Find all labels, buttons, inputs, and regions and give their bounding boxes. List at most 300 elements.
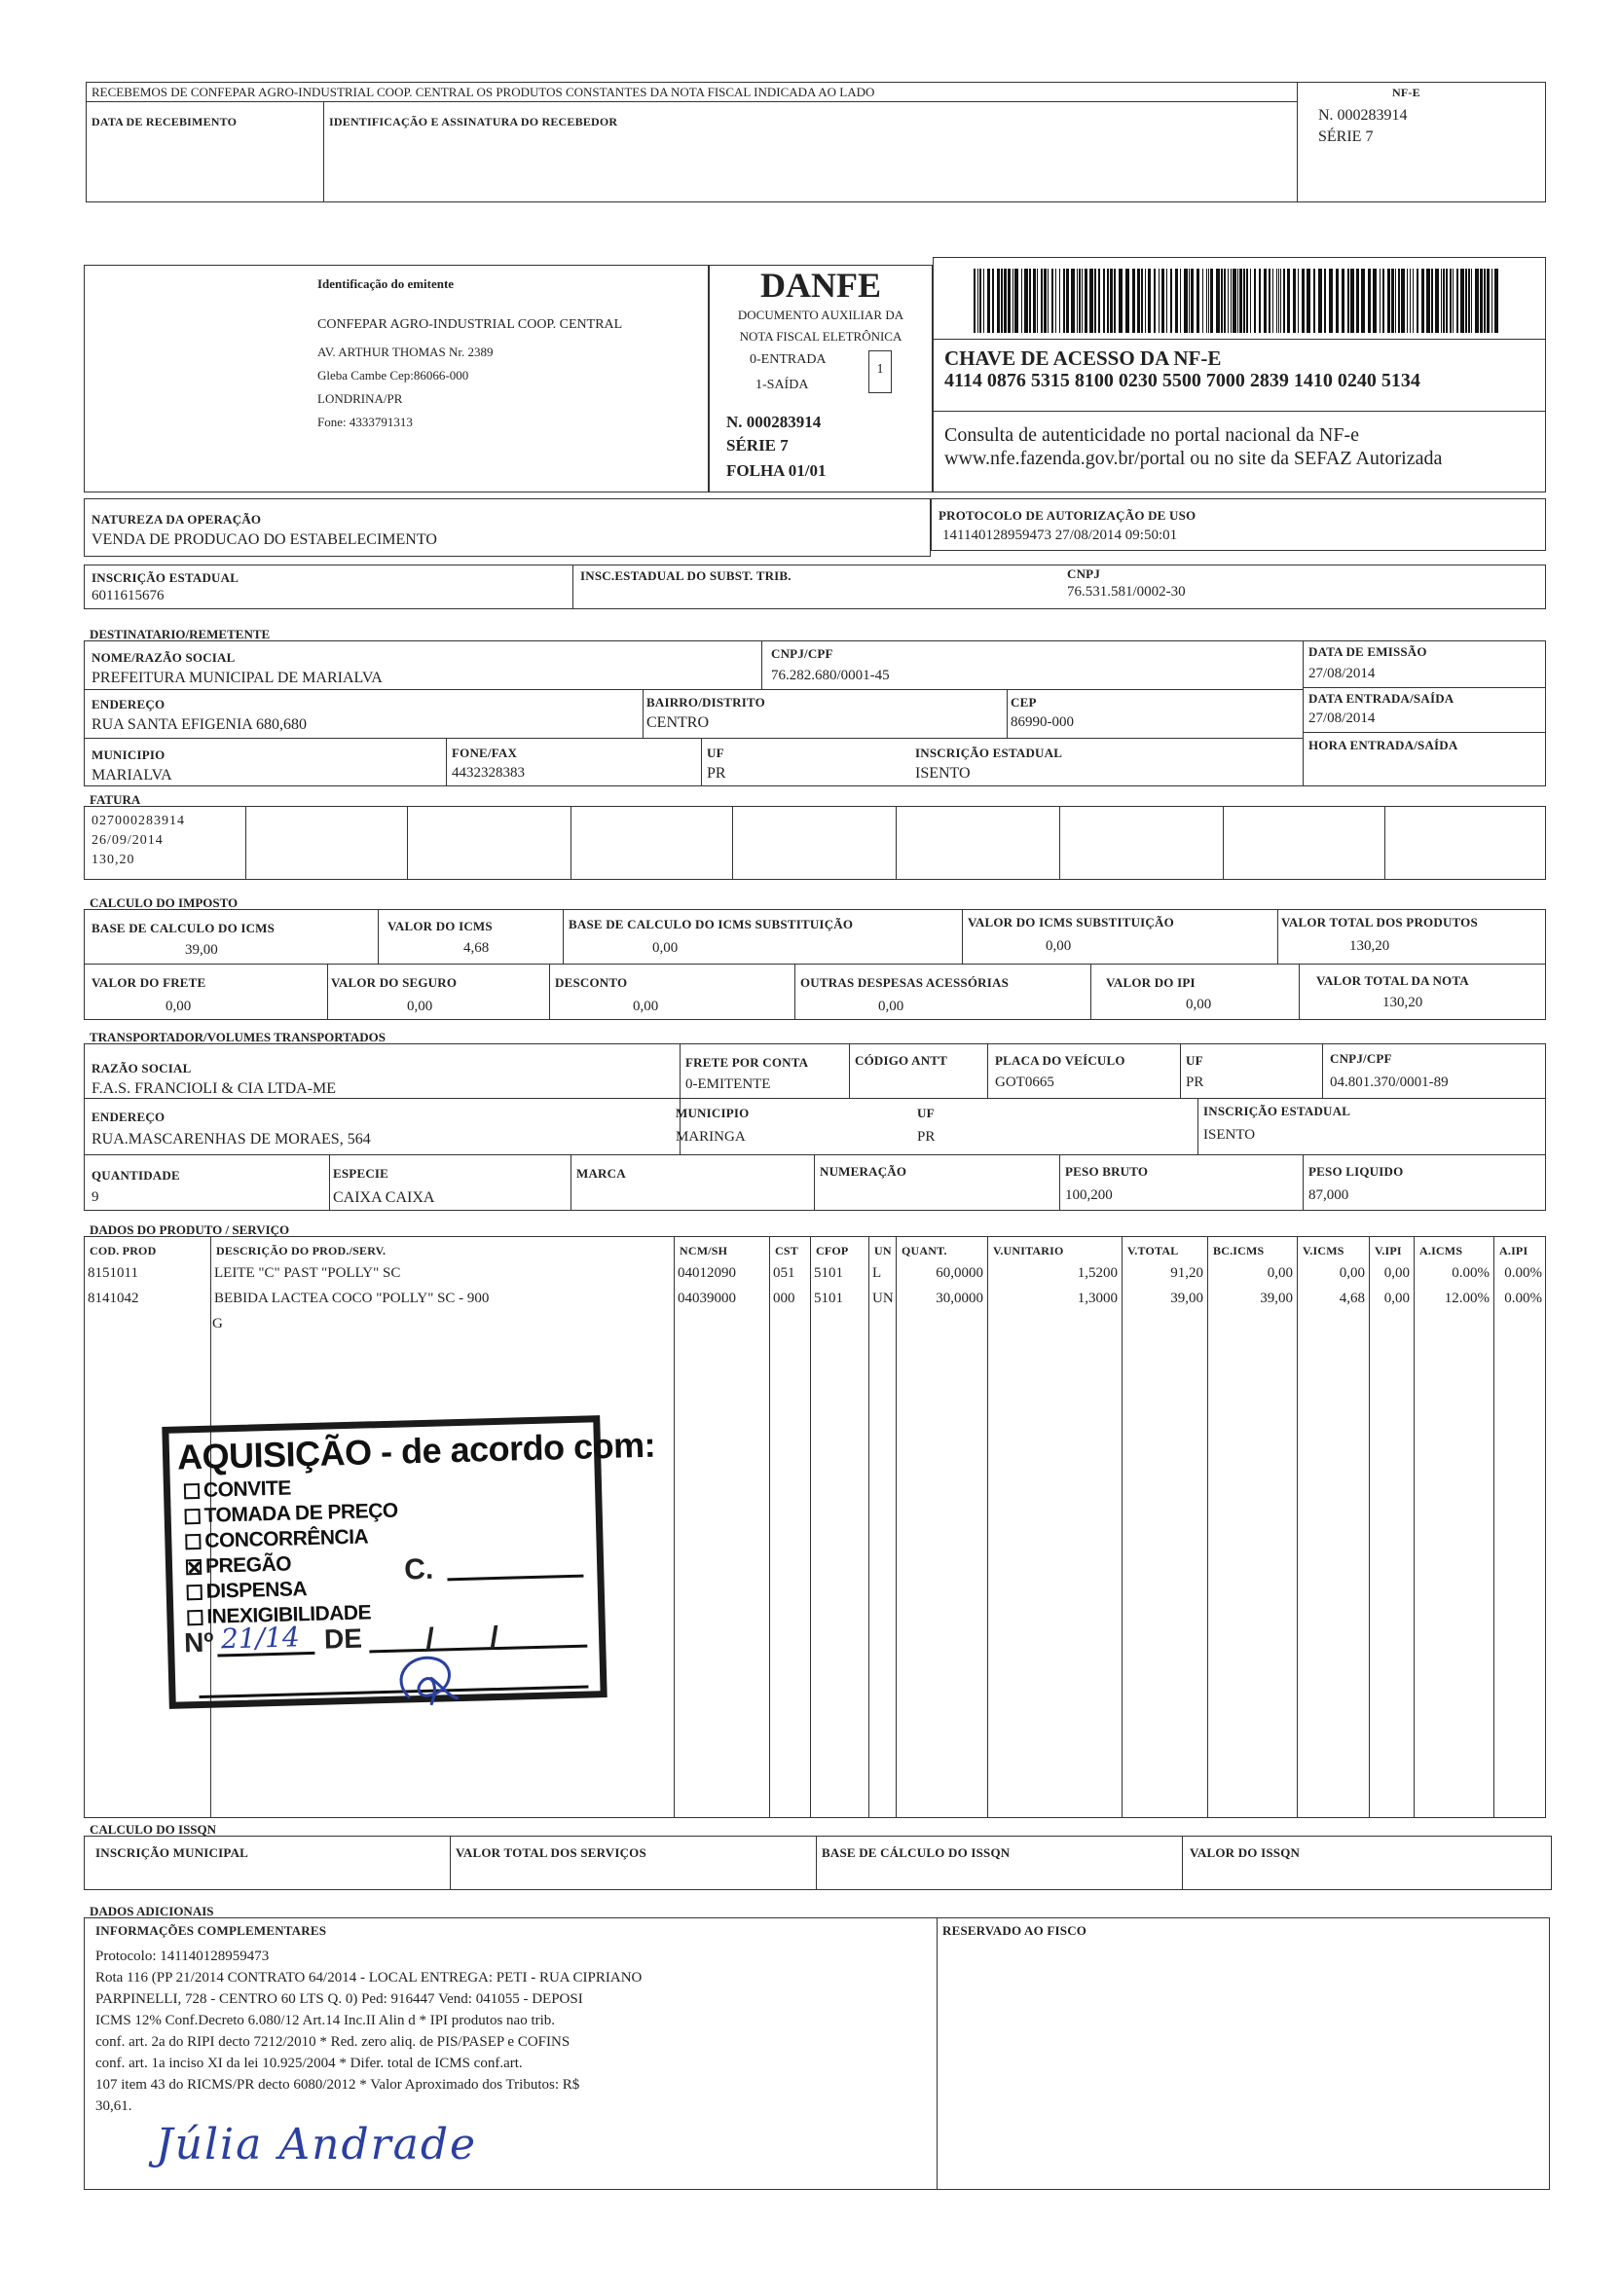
consult-line-1: Consulta de autenticidade no portal nacional da NF-e bbox=[944, 424, 1359, 446]
stamp-checkbox bbox=[184, 1509, 200, 1524]
recipient-cnpj: 76.282.680/0001-45 bbox=[771, 668, 890, 683]
receipt-date-label: DATA DE RECEBIMENTO bbox=[92, 115, 238, 128]
tax-total-products-label: VALOR TOTAL DOS PRODUTOS bbox=[1281, 915, 1478, 929]
stamp-option-label: CONCORRÊNCIA bbox=[204, 1525, 369, 1552]
barcode-bar bbox=[1103, 269, 1105, 333]
consult-line-2: www.nfe.fazenda.gov.br/portal ou no site da SEFAZ Autorizada bbox=[944, 448, 1443, 469]
barcode-bar bbox=[1391, 269, 1394, 333]
transport-freight: 0-EMITENTE bbox=[685, 1076, 771, 1092]
transport-numbering-label: NUMERAÇÃO bbox=[820, 1164, 907, 1179]
stamp-checkbox bbox=[184, 1483, 200, 1499]
barcode-bar bbox=[1202, 269, 1203, 333]
additional-v1 bbox=[937, 1917, 938, 2190]
transport-v4 bbox=[1180, 1043, 1181, 1098]
product-cell: 39,00 bbox=[1170, 1291, 1203, 1306]
product-cell: BEBIDA LACTEA COCO "POLLY" SC - 900 bbox=[214, 1291, 490, 1306]
tax-ipi-label: VALOR DO IPI bbox=[1106, 975, 1196, 990]
barcode-bar bbox=[1170, 269, 1172, 333]
issqn-v2 bbox=[816, 1836, 817, 1890]
emitter-city: LONDRINA/PR bbox=[317, 391, 403, 406]
barcode-bar bbox=[1329, 269, 1333, 333]
issqn-im-label: INSCRIÇÃO MUNICIPAL bbox=[95, 1845, 249, 1860]
receipt-nfe-label: NF-E bbox=[1392, 86, 1420, 99]
barcode-bar bbox=[1063, 269, 1065, 333]
stamp-c-line bbox=[447, 1575, 583, 1582]
product-header: QUANT. bbox=[902, 1244, 947, 1257]
additional-info-line: conf. art. 2a do RIPI decto 7212/2010 * Red. zero aliq. de PIS/PASEP e COFINS bbox=[95, 2034, 571, 2050]
barcode-bar bbox=[1441, 269, 1442, 333]
issqn-section: CALCULO DO ISSQN bbox=[90, 1822, 217, 1837]
product-cell: 1,3000 bbox=[1077, 1291, 1118, 1306]
tax-v2 bbox=[563, 909, 564, 964]
tax-v8 bbox=[1090, 964, 1091, 1020]
barcode-bar bbox=[1293, 269, 1296, 333]
tax-icms-st-label: VALOR DO ICMS SUBSTITUIÇÃO bbox=[968, 915, 1174, 929]
invoice-cell-divider bbox=[896, 806, 897, 880]
invoice-cell-divider bbox=[1223, 806, 1224, 880]
barcode-bar bbox=[1239, 269, 1242, 333]
tax-ipi: 0,00 bbox=[1186, 997, 1212, 1012]
barcode-bar bbox=[1224, 269, 1226, 333]
ie-row-div bbox=[572, 565, 573, 609]
barcode-bar bbox=[1283, 269, 1285, 333]
invoice-line-1: 027000283914 bbox=[92, 814, 185, 828]
recipient-address: RUA SANTA EFIGENIA 680,680 bbox=[92, 716, 307, 733]
invoice-line-3: 130,20 bbox=[92, 853, 135, 867]
barcode-bar bbox=[1051, 269, 1053, 333]
danfe-subtitle-1: DOCUMENTO AUXILIAR DA bbox=[737, 308, 904, 322]
barcode-bar bbox=[1421, 269, 1424, 333]
product-cell: 04039000 bbox=[678, 1291, 736, 1306]
transport-plate-label: PLACA DO VEÍCULO bbox=[995, 1053, 1125, 1068]
danfe-saida: 1-SAÍDA bbox=[755, 378, 809, 392]
transport-h1 bbox=[84, 1098, 1546, 1099]
transport-species-label: ESPECIE bbox=[333, 1166, 389, 1181]
barcode-bar bbox=[1373, 269, 1377, 333]
barcode-bar bbox=[1450, 269, 1452, 333]
barcode-bar bbox=[1456, 269, 1458, 333]
transport-brand-label: MARCA bbox=[576, 1166, 626, 1181]
additional-info-line: PARPINELLI, 728 - CENTRO 60 LTS Q. 0) Ped: 916447 Vend: 041055 - DEPOSI bbox=[95, 1991, 583, 2007]
barcode-bar bbox=[1037, 269, 1038, 333]
invoice-cell-divider bbox=[1059, 806, 1060, 880]
acquisition-stamp bbox=[162, 1415, 656, 1709]
access-key: 4114 0876 5315 8100 0230 5500 7000 2839 1410 0240 5134 bbox=[944, 370, 1420, 391]
invoice-box bbox=[84, 806, 1546, 880]
additional-info-line: Protocolo: 141140128959473 bbox=[95, 1949, 270, 1964]
product-header: BC.ICMS bbox=[1213, 1244, 1265, 1257]
stamp-slash-1: / bbox=[424, 1621, 435, 1657]
product-cell: 30,0000 bbox=[936, 1291, 983, 1306]
emitter-district: Gleba Cambe Cep:86066-000 bbox=[317, 368, 469, 383]
product-column-divider bbox=[1414, 1236, 1415, 1818]
barcode-bar bbox=[1048, 269, 1049, 333]
product-header: CST bbox=[775, 1244, 798, 1257]
recipient-district-label: BAIRRO/DISTRITO bbox=[646, 695, 765, 710]
barcode-bar bbox=[1398, 269, 1400, 333]
barcode-bar bbox=[1066, 269, 1069, 333]
tax-v6 bbox=[549, 964, 550, 1020]
barcode-bar bbox=[1029, 269, 1031, 333]
barcode-bar bbox=[1180, 269, 1181, 333]
transport-address-label: ENDEREÇO bbox=[92, 1110, 166, 1124]
access-key-label: CHAVE DE ACESSO DA NF-E bbox=[944, 346, 1222, 370]
product-column-divider bbox=[674, 1236, 675, 1818]
invoice-cell-divider bbox=[732, 806, 733, 880]
tax-total-products: 130,20 bbox=[1349, 938, 1390, 954]
issqn-services-label: VALOR TOTAL DOS SERVIÇOS bbox=[456, 1845, 646, 1860]
product-column-divider bbox=[1369, 1236, 1370, 1818]
barcode-bar bbox=[1228, 269, 1229, 333]
recipient-vright bbox=[1303, 640, 1304, 786]
tax-v7 bbox=[794, 964, 795, 1020]
invoice-cell-divider bbox=[407, 806, 408, 880]
barcode-bar bbox=[1161, 269, 1164, 333]
barcode-bar bbox=[1107, 269, 1109, 333]
barcode-bar bbox=[1468, 269, 1470, 333]
protocol-label: PROTOCOLO DE AUTORIZAÇÃO DE USO bbox=[939, 508, 1197, 523]
recipient-section: DESTINATARIO/REMETENTE bbox=[90, 627, 271, 641]
barcode-bar bbox=[1336, 269, 1339, 333]
stamp-initials bbox=[379, 1648, 478, 1711]
additional-info-line: ICMS 12% Conf.Decreto 6.080/12 Art.14 Inc.II Alin d * IPI produtos nao trib. bbox=[95, 2013, 556, 2028]
product-cell: 1,5200 bbox=[1077, 1265, 1118, 1281]
barcode-bar bbox=[983, 269, 984, 333]
barcode-bar bbox=[1302, 269, 1305, 333]
product-cell: 91,20 bbox=[1170, 1265, 1203, 1281]
recipient-v4 bbox=[446, 738, 447, 786]
tax-discount: 0,00 bbox=[633, 999, 659, 1014]
barcode-bar bbox=[1216, 269, 1220, 333]
product-header: V.IPI bbox=[1375, 1244, 1402, 1257]
barcode-bar bbox=[1243, 269, 1245, 333]
tax-v9 bbox=[1299, 964, 1300, 1020]
barcode-bar bbox=[1059, 269, 1060, 333]
tax-v3 bbox=[962, 909, 963, 964]
barcode-bar bbox=[1361, 269, 1365, 333]
danfe-number: N. 000283914 bbox=[726, 413, 822, 431]
receipt-header: RECEBEMOS DE CONFEPAR AGRO-INDUSTRIAL COOP. CENTRAL OS PRODUTOS CONSTANTES DA NOTA FISCAL INDICADA AO LADO bbox=[92, 85, 875, 99]
barcode-bar bbox=[1044, 269, 1047, 333]
recipient-h2 bbox=[84, 738, 1303, 739]
product-column-divider bbox=[1493, 1236, 1494, 1818]
stamp-option-label: CONVITE bbox=[202, 1476, 292, 1502]
receipt-nfe-number: N. 000283914 bbox=[1318, 107, 1408, 124]
barcode-bar bbox=[1387, 269, 1390, 333]
barcode-bar bbox=[977, 269, 978, 333]
transport-ie-label: INSCRIÇÃO ESTADUAL bbox=[1203, 1104, 1351, 1118]
product-cell: 0,00 bbox=[1383, 1265, 1410, 1281]
product-cell: 0,00 bbox=[1267, 1265, 1293, 1281]
barcode bbox=[974, 269, 1499, 333]
tax-icms: 4,68 bbox=[463, 940, 490, 956]
emitter-name: CONFEPAR AGRO-INDUSTRIAL COOP. CENTRAL bbox=[317, 317, 623, 332]
barcode-bar bbox=[1208, 269, 1209, 333]
stamp-number-label: Nº bbox=[183, 1626, 214, 1658]
tax-v5 bbox=[327, 964, 328, 1020]
barcode-bar bbox=[1175, 269, 1178, 333]
emitter-address: AV. ARTHUR THOMAS Nr. 2389 bbox=[317, 345, 494, 359]
barcode-bar bbox=[1145, 269, 1146, 333]
recipient-district: CENTRO bbox=[646, 714, 709, 731]
barcode-bar bbox=[1008, 269, 1011, 333]
transport-v5 bbox=[1322, 1043, 1323, 1098]
recipient-emission: 27/08/2014 bbox=[1308, 666, 1376, 681]
barcode-bar bbox=[1435, 269, 1439, 333]
barcode-bar bbox=[1055, 269, 1056, 333]
barcode-bar bbox=[1460, 269, 1464, 333]
barcode-bar bbox=[1125, 269, 1129, 333]
additional-info-line: Rota 116 (PP 21/2014 CONTRATO 64/2014 - LOCAL ENTREGA: PETI - RUA CIPRIANO bbox=[95, 1970, 643, 1986]
danfe-type-value: 1 bbox=[876, 362, 884, 377]
barcode-bar bbox=[1210, 269, 1213, 333]
product-cell: 000 bbox=[773, 1291, 795, 1306]
tax-total-label: VALOR TOTAL DA NOTA bbox=[1316, 973, 1469, 988]
transport-uf2-label: UF bbox=[917, 1106, 935, 1120]
recipient-name-label: NOME/RAZÃO SOCIAL bbox=[92, 650, 236, 665]
receipt-vline bbox=[323, 101, 324, 202]
nature-label: NATUREZA DA OPERAÇÃO bbox=[92, 512, 262, 527]
tax-v1 bbox=[378, 909, 379, 964]
product-header: CFOP bbox=[816, 1244, 849, 1257]
barcode-bar bbox=[1132, 269, 1135, 333]
recipient-name: PREFEITURA MUNICIPAL DE MARIALVA bbox=[92, 670, 383, 686]
danfe-folha: FOLHA 01/01 bbox=[726, 461, 827, 480]
additional-info-line: conf. art. 1a inciso XI da lei 10.925/2004 * Difer. total de ICMS conf.art. bbox=[95, 2056, 523, 2071]
product-cell: 4,68 bbox=[1339, 1291, 1365, 1306]
product-column-divider bbox=[1207, 1236, 1208, 1818]
barcode-bar bbox=[1166, 269, 1167, 333]
recipient-cnpj-label: CNPJ/CPF bbox=[771, 646, 833, 661]
product-column-divider bbox=[987, 1236, 988, 1818]
tax-icms-st: 0,00 bbox=[1046, 938, 1072, 954]
tax-freight-label: VALOR DO FRETE bbox=[92, 975, 206, 990]
product-cell: 39,00 bbox=[1260, 1291, 1293, 1306]
transport-cnpj-label: CNPJ/CPF bbox=[1330, 1051, 1392, 1066]
barcode-bar bbox=[1233, 269, 1236, 333]
barcode-bar bbox=[1237, 269, 1238, 333]
barcode-bar bbox=[1082, 269, 1083, 333]
barcode-bar bbox=[1250, 269, 1251, 333]
ie-st-label: INSC.ESTADUAL DO SUBST. TRIB. bbox=[580, 568, 792, 583]
barcode-bar bbox=[1382, 269, 1384, 333]
issqn-box bbox=[84, 1836, 1552, 1890]
product-cell: 0.00% bbox=[1504, 1291, 1542, 1306]
transport-v6 bbox=[1197, 1098, 1198, 1154]
product-cell: 0.00% bbox=[1452, 1265, 1490, 1281]
transport-h2 bbox=[84, 1154, 1546, 1155]
product-header: A.ICMS bbox=[1419, 1244, 1463, 1257]
barcode-bar bbox=[1254, 269, 1256, 333]
tax-total: 130,20 bbox=[1382, 995, 1423, 1010]
recipient-rh2 bbox=[1303, 732, 1546, 733]
stamp-option bbox=[185, 1525, 368, 1553]
stamp-option bbox=[186, 1553, 292, 1580]
transport-box bbox=[84, 1043, 1546, 1211]
danfe-title: DANFE bbox=[760, 266, 881, 305]
product-row-2-cont: G bbox=[212, 1316, 223, 1331]
barcode-bar bbox=[1380, 269, 1381, 333]
additional-info-line: 30,61. bbox=[95, 2098, 132, 2114]
barcode-bar bbox=[1024, 269, 1028, 333]
product-header: NCM/SH bbox=[680, 1244, 728, 1257]
stamp-option bbox=[186, 1578, 307, 1604]
product-cell: 8141042 bbox=[88, 1291, 139, 1306]
barcode-bar bbox=[987, 269, 990, 333]
key-divider bbox=[933, 411, 1546, 412]
barcode-bar bbox=[1001, 269, 1003, 333]
barcode-bar bbox=[1089, 269, 1093, 333]
issqn-v3 bbox=[1182, 1836, 1183, 1890]
stamp-checkbox bbox=[187, 1610, 202, 1625]
nature-value: VENDA DE PRODUCAO DO ESTABELECIMENTO bbox=[92, 531, 437, 548]
danfe-subtitle-2: NOTA FISCAL ELETRÔNICA bbox=[739, 329, 902, 344]
ie-label: INSCRIÇÃO ESTADUAL bbox=[92, 570, 239, 585]
recipient-v2 bbox=[643, 689, 644, 738]
transport-v9 bbox=[814, 1154, 815, 1211]
transport-net-label: PESO LIQUIDO bbox=[1308, 1164, 1404, 1179]
product-header: V.ICMS bbox=[1303, 1244, 1344, 1257]
recipient-ie-label: INSCRIÇÃO ESTADUAL bbox=[915, 746, 1063, 760]
recipient-phone-label: FONE/FAX bbox=[452, 746, 518, 760]
recipient-v3 bbox=[1007, 689, 1008, 738]
tax-base-st: 0,00 bbox=[652, 940, 679, 956]
barcode-bar bbox=[1119, 269, 1123, 333]
barcode-bar bbox=[1350, 269, 1354, 333]
barcode-bar bbox=[1259, 269, 1261, 333]
barcode-bar bbox=[1347, 269, 1349, 333]
stamp-option bbox=[184, 1500, 398, 1529]
recipient-city: MARIALVA bbox=[92, 767, 172, 784]
transport-name-label: RAZÃO SOCIAL bbox=[92, 1061, 192, 1075]
cnpj-value: 76.531.581/0002-30 bbox=[1067, 584, 1186, 600]
product-cell: 5101 bbox=[814, 1291, 843, 1306]
barcode-bar bbox=[1159, 269, 1160, 333]
stamp-option-label: PREGÃO bbox=[204, 1552, 292, 1578]
recipient-emission-label: DATA DE EMISSÃO bbox=[1308, 644, 1427, 659]
barcode-bar bbox=[1148, 269, 1151, 333]
barcode-bar bbox=[1280, 269, 1281, 333]
stamp-option-label: TOMADA DE PREÇO bbox=[203, 1499, 398, 1527]
additional-reserved-label: RESERVADO AO FISCO bbox=[942, 1923, 1087, 1938]
barcode-bar bbox=[1189, 269, 1190, 333]
invoice-cell-divider bbox=[245, 806, 246, 880]
product-cell: 8151011 bbox=[88, 1265, 138, 1281]
barcode-bar bbox=[1287, 269, 1290, 333]
product-cell: 04012090 bbox=[678, 1265, 736, 1281]
transport-qty-label: QUANTIDADE bbox=[92, 1168, 180, 1183]
ie-value: 6011615676 bbox=[92, 588, 165, 603]
barcode-bar bbox=[1480, 269, 1483, 333]
tax-base-st-label: BASE DE CALCULO DO ICMS SUBSTITUIÇÃO bbox=[569, 917, 854, 931]
product-header: COD. PROD bbox=[90, 1244, 157, 1257]
barcode-bar bbox=[1110, 269, 1113, 333]
barcode-bar bbox=[979, 269, 981, 333]
transport-antt-label: CÓDIGO ANTT bbox=[855, 1053, 948, 1068]
stamp-de-label: DE bbox=[323, 1622, 363, 1655]
barcode-bar bbox=[1318, 269, 1322, 333]
transport-v3 bbox=[987, 1043, 988, 1098]
product-column-divider bbox=[1297, 1236, 1298, 1818]
product-cell: 0,00 bbox=[1339, 1265, 1365, 1281]
product-cell: LEITE "C" PAST "POLLY" SC bbox=[214, 1265, 401, 1281]
tax-insurance: 0,00 bbox=[407, 999, 433, 1014]
recipient-h1 bbox=[84, 689, 1303, 690]
tax-discount-label: DESCONTO bbox=[555, 975, 628, 990]
barcode-bar bbox=[1356, 269, 1359, 333]
barcode-bar bbox=[1307, 269, 1310, 333]
barcode-bar bbox=[1184, 269, 1188, 333]
issqn-v1 bbox=[450, 1836, 451, 1890]
product-cell: UN bbox=[872, 1291, 894, 1306]
stamp-checkbox bbox=[186, 1559, 202, 1575]
barcode-bar bbox=[1021, 269, 1022, 333]
additional-info-line: 107 item 43 do RICMS/PR decto 6080/2012 * Valor Aproximado dos Tributos: R$ bbox=[95, 2077, 580, 2093]
recipient-cep-label: CEP bbox=[1011, 695, 1037, 710]
transport-v2 bbox=[849, 1043, 850, 1098]
transport-address: RUA.MASCARENHAS DE MORAES, 564 bbox=[92, 1131, 371, 1148]
protocol-value: 141140128959473 27/08/2014 09:50:01 bbox=[942, 528, 1178, 543]
barcode-bar bbox=[1085, 269, 1087, 333]
barcode-bar bbox=[1231, 269, 1232, 333]
recipient-entry: 27/08/2014 bbox=[1308, 711, 1376, 726]
barcode-bar bbox=[1114, 269, 1116, 333]
cnpj-label: CNPJ bbox=[1067, 566, 1101, 581]
tax-base-icms: 39,00 bbox=[185, 942, 218, 958]
receipt-sign-label: IDENTIFICAÇÃO E ASSINATURA DO RECEBEDOR bbox=[329, 115, 618, 128]
barcode-bar bbox=[1446, 269, 1448, 333]
product-cell: 0,00 bbox=[1383, 1291, 1410, 1306]
issqn-base-label: BASE DE CÁLCULO DO ISSQN bbox=[822, 1845, 1011, 1860]
recipient-entry-label: DATA ENTRADA/SAÍDA bbox=[1308, 691, 1454, 706]
stamp-option-label: INEXIGIBILIDADE bbox=[206, 1601, 372, 1628]
emitter-phone: Fone: 4333791313 bbox=[317, 415, 413, 429]
barcode-bar bbox=[1342, 269, 1344, 333]
product-header: V.UNITARIO bbox=[993, 1244, 1064, 1257]
transport-plate: GOT0665 bbox=[995, 1075, 1054, 1090]
recipient-v5 bbox=[701, 738, 702, 786]
transport-ie: ISENTO bbox=[1203, 1127, 1256, 1143]
recipient-uf: PR bbox=[707, 765, 726, 782]
barcode-bar bbox=[1272, 269, 1273, 333]
danfe-series: SÉRIE 7 bbox=[726, 436, 789, 455]
product-column-divider bbox=[1122, 1236, 1123, 1818]
recipient-time-label: HORA ENTRADA/SAÍDA bbox=[1308, 738, 1458, 752]
barcode-bar bbox=[1494, 269, 1498, 333]
barcode-bar bbox=[1012, 269, 1013, 333]
danfe-entrada: 0-ENTRADA bbox=[750, 352, 827, 367]
barcode-bar bbox=[1484, 269, 1486, 333]
barcode-bar bbox=[1098, 269, 1100, 333]
barcode-bar bbox=[1269, 269, 1270, 333]
barcode-bar bbox=[1278, 269, 1279, 333]
product-header: V.TOTAL bbox=[1127, 1244, 1179, 1257]
tax-base-icms-label: BASE DE CALCULO DO ICMS bbox=[92, 921, 276, 935]
receipt-nfe-series: SÉRIE 7 bbox=[1318, 128, 1374, 145]
product-cell: 5101 bbox=[814, 1265, 843, 1281]
product-column-divider bbox=[769, 1236, 770, 1818]
barcode-bar bbox=[1401, 269, 1405, 333]
barcode-bar bbox=[1197, 269, 1199, 333]
product-cell: 051 bbox=[773, 1265, 795, 1281]
transport-uf-label: UF bbox=[1186, 1053, 1203, 1068]
barcode-bar bbox=[1475, 269, 1479, 333]
barcode-bar bbox=[1206, 269, 1207, 333]
product-header: UN bbox=[874, 1244, 892, 1257]
barcode-bar bbox=[1410, 269, 1411, 333]
product-column-divider bbox=[896, 1236, 897, 1818]
barcode-bar bbox=[1417, 269, 1418, 333]
